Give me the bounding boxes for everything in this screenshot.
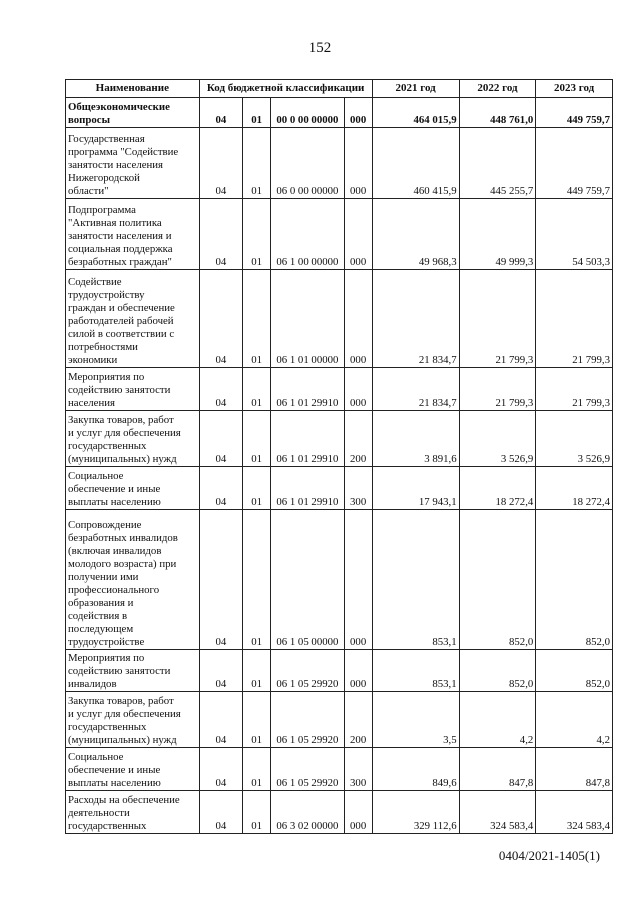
row-value-2021: 853,1 [372, 510, 459, 650]
row-subsection: 01 [243, 692, 271, 748]
row-value-2023: 847,8 [536, 748, 613, 791]
row-expense-type: 300 [344, 467, 372, 510]
row-value-2023: 852,0 [536, 650, 613, 692]
table-row [66, 748, 613, 791]
row-section: 04 [199, 510, 243, 650]
row-value-2022: 21 799,3 [459, 368, 536, 411]
row-value-2023: 54 503,3 [536, 199, 613, 270]
row-subsection: 01 [243, 270, 271, 368]
row-value-2022: 4,2 [459, 692, 536, 748]
table-row [66, 411, 613, 467]
row-target-code: 06 1 01 29910 [271, 368, 345, 411]
row-subsection: 01 [243, 411, 271, 467]
row-section: 04 [199, 467, 243, 510]
header-code: Код бюджетной классификации [199, 80, 372, 98]
row-name: Содействие трудоустройству граждан и обеспечение работодателей рабочей силой в соответствии с потребностями экономики [66, 270, 200, 368]
row-value-2022: 3 526,9 [459, 411, 536, 467]
row-subsection: 01 [243, 510, 271, 650]
row-value-2023: 21 799,3 [536, 270, 613, 368]
document-code: 0404/2021-1405(1) [498, 848, 600, 863]
table-row [66, 98, 613, 128]
row-value-2022: 847,8 [459, 748, 536, 791]
header-2021: 2021 год [372, 80, 459, 98]
row-section: 04 [199, 748, 243, 791]
row-section: 04 [199, 270, 243, 368]
row-value-2021: 3 891,6 [372, 411, 459, 467]
row-section: 04 [199, 199, 243, 270]
row-value-2023: 18 272,4 [536, 467, 613, 510]
row-value-2022: 448 761,0 [459, 98, 536, 128]
row-expense-type: 000 [344, 270, 372, 368]
row-value-2021: 3,5 [372, 692, 459, 748]
row-name: Социальное обеспечение и иные выплаты населению [66, 467, 200, 510]
row-expense-type: 000 [344, 650, 372, 692]
row-value-2023: 21 799,3 [536, 368, 613, 411]
row-value-2023: 852,0 [536, 510, 613, 650]
row-name: Социальное обеспечение и иные выплаты населению [66, 748, 200, 791]
row-name: Расходы на обеспечение деятельности государственных [66, 791, 200, 834]
row-target-code: 06 1 01 29910 [271, 467, 345, 510]
row-subsection: 01 [243, 748, 271, 791]
table-header [66, 80, 613, 98]
row-value-2022: 852,0 [459, 510, 536, 650]
row-name: Мероприятия по содействию занятости инвалидов [66, 650, 200, 692]
row-name: Мероприятия по содействию занятости населения [66, 368, 200, 411]
row-name: Сопровождение безработных инвалидов (включая инвалидов молодого возраста) при получении ими профессионального образования и содействия в последующем трудоустройстве [66, 510, 200, 650]
header-2023: 2023 год [536, 80, 613, 98]
row-target-code: 06 1 05 29920 [271, 650, 345, 692]
row-value-2022: 324 583,4 [459, 791, 536, 834]
table-row [66, 128, 613, 199]
row-expense-type: 000 [344, 128, 372, 199]
row-expense-type: 000 [344, 791, 372, 834]
row-section: 04 [199, 650, 243, 692]
row-expense-type: 300 [344, 748, 372, 791]
row-target-code: 06 1 01 00000 [271, 270, 345, 368]
row-section: 04 [199, 411, 243, 467]
table-row [66, 270, 613, 368]
row-value-2021: 17 943,1 [372, 467, 459, 510]
row-section: 04 [199, 128, 243, 199]
row-expense-type: 000 [344, 98, 372, 128]
row-value-2021: 460 415,9 [372, 128, 459, 199]
row-expense-type: 000 [344, 199, 372, 270]
row-subsection: 01 [243, 368, 271, 411]
table-row [66, 467, 613, 510]
row-subsection: 01 [243, 128, 271, 199]
row-value-2023: 4,2 [536, 692, 613, 748]
table-row [66, 368, 613, 411]
table-body [66, 98, 613, 834]
page-number: 152 [308, 40, 332, 56]
row-target-code: 06 1 01 29910 [271, 411, 345, 467]
row-name: Закупка товаров, работ и услуг для обеспечения государственных (муниципальных) нужд [66, 692, 200, 748]
row-expense-type: 200 [344, 692, 372, 748]
row-target-code: 00 0 00 00000 [271, 98, 345, 128]
row-subsection: 01 [243, 467, 271, 510]
table-row [66, 199, 613, 270]
row-value-2021: 329 112,6 [372, 791, 459, 834]
row-value-2022: 18 272,4 [459, 467, 536, 510]
row-section: 04 [199, 368, 243, 411]
row-subsection: 01 [243, 791, 271, 834]
row-name: Подпрограмма "Активная политика занятости населения и социальная поддержка безработных граждан" [66, 199, 200, 270]
table-row [66, 692, 613, 748]
row-value-2021: 464 015,9 [372, 98, 459, 128]
row-value-2021: 21 834,7 [372, 270, 459, 368]
row-expense-type: 000 [344, 368, 372, 411]
table-row [66, 791, 613, 834]
row-name: Общеэкономические вопросы [66, 98, 200, 128]
table-row [66, 650, 613, 692]
row-value-2021: 49 968,3 [372, 199, 459, 270]
row-value-2023: 449 759,7 [536, 98, 613, 128]
budget-table [65, 79, 613, 834]
row-name: Закупка товаров, работ и услуг для обеспечения государственных (муниципальных) нужд [66, 411, 200, 467]
row-subsection: 01 [243, 650, 271, 692]
row-value-2022: 852,0 [459, 650, 536, 692]
row-value-2022: 49 999,3 [459, 199, 536, 270]
header-name: Наименование [66, 80, 200, 98]
row-value-2021: 849,6 [372, 748, 459, 791]
row-target-code: 06 1 05 29920 [271, 748, 345, 791]
row-subsection: 01 [243, 199, 271, 270]
row-value-2022: 21 799,3 [459, 270, 536, 368]
row-name: Государственная программа "Содействие занятости населения Нижегородской области" [66, 128, 200, 199]
table-row [66, 510, 613, 650]
row-target-code: 06 0 00 00000 [271, 128, 345, 199]
row-target-code: 06 1 05 29920 [271, 692, 345, 748]
row-section: 04 [199, 791, 243, 834]
row-target-code: 06 3 02 00000 [271, 791, 345, 834]
row-expense-type: 200 [344, 411, 372, 467]
row-target-code: 06 1 05 00000 [271, 510, 345, 650]
row-value-2022: 445 255,7 [459, 128, 536, 199]
row-section: 04 [199, 98, 243, 128]
row-value-2023: 324 583,4 [536, 791, 613, 834]
row-expense-type: 000 [344, 510, 372, 650]
header-2022: 2022 год [459, 80, 536, 98]
row-section: 04 [199, 692, 243, 748]
row-value-2021: 853,1 [372, 650, 459, 692]
row-value-2023: 449 759,7 [536, 128, 613, 199]
row-subsection: 01 [243, 98, 271, 128]
row-value-2023: 3 526,9 [536, 411, 613, 467]
row-value-2021: 21 834,7 [372, 368, 459, 411]
row-target-code: 06 1 00 00000 [271, 199, 345, 270]
